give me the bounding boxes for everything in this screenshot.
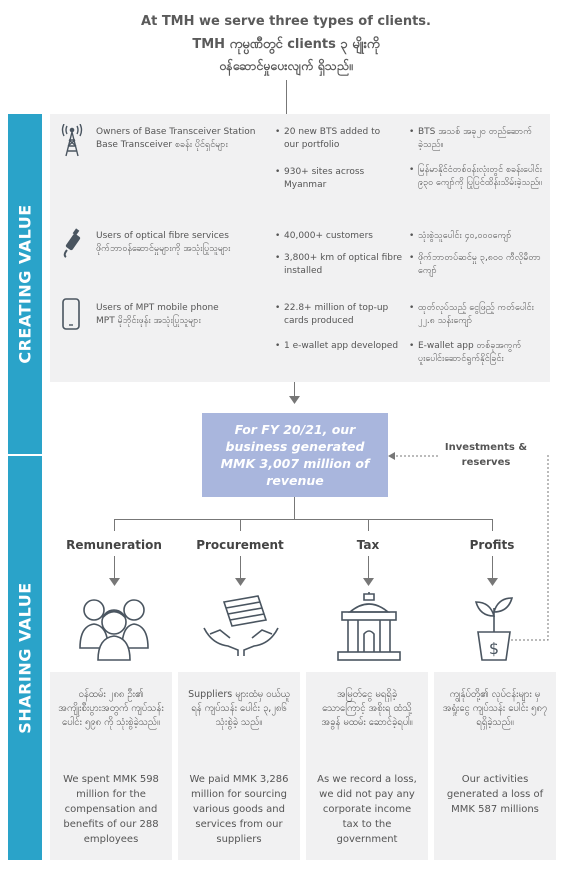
- money-plant-icon: [472, 592, 516, 666]
- arrow-stem-3: [368, 556, 369, 580]
- tax-text-en: As we record a loss, we did not pay any corporate income tax to the government: [317, 774, 417, 845]
- svg-text:$: $: [488, 639, 500, 658]
- branch-drop-3: [368, 519, 369, 531]
- client-1-label-mm: Base Transceiver စခန်း ပိုင်ရှင်များ: [96, 140, 228, 150]
- profits-text-mm: ကျွန်ုပ်တို့၏ လုပ်ငန်းများ မှ အရှုံးငွေ ကျပ်သန်း ပေါင်း ၅၈၇ ရရှိခဲ့သည်။: [442, 689, 548, 728]
- tower-icon: [60, 124, 84, 162]
- arrow-down-icon: [289, 396, 300, 404]
- client-1-fact-mm-1: • BTS အသစ် အခု၂၀ တည်ဆောက် ခဲ့သည်။: [418, 126, 538, 152]
- branch-drop-4: [492, 519, 493, 531]
- client-3-fact-2: • 1 e-wallet app developed: [284, 340, 404, 353]
- client-3-label-en: Users of MPT mobile phone: [96, 303, 219, 313]
- arrow-down-icon: [235, 578, 246, 586]
- client-2-fact-1: • 40,000+ customers: [284, 230, 404, 243]
- client-1-fact-2: • 930+ sites across Myanmar: [284, 166, 404, 192]
- client-2-fact-mm-1: • သုံးစွဲသူပေါင်း ၄၀,၀၀၀ကျော်: [418, 230, 544, 243]
- header-line-mm-1: TMH ကုမ္ပဏီတွင် clients ၃ မျိုးကို: [192, 37, 380, 52]
- government-building-icon: [336, 592, 402, 666]
- branch-drop-2: [240, 519, 241, 531]
- client-3-fact-1: • 22.8+ million of top-up cards produced: [284, 302, 400, 328]
- revenue-box: [202, 413, 388, 497]
- arrow-down-icon: [363, 578, 374, 586]
- branch-drop-1: [114, 519, 115, 531]
- remuneration-text-en: We spent MMK 598 million for the compensation and benefits of our 288 employees: [63, 774, 159, 845]
- revenue-text: For FY 20/21, our business generated MMK 3,007 million of revenue: [220, 422, 370, 488]
- client-2-fact-mm-2: • ဖိုက်ဘာတပ်ဆင်မှု ၃,၈၀၀ ကီလိုမီတာကျော်: [418, 252, 544, 278]
- creating-value-bar: [8, 114, 42, 454]
- tree-trunk: [294, 497, 295, 519]
- fibre-cable-icon: [60, 228, 86, 262]
- header-connector: [286, 80, 287, 114]
- arrow-stem-4: [492, 556, 493, 580]
- sharing-value-bar: [8, 456, 42, 860]
- client-2-label-mm: ဖိုက်ဘာဝန်ဆောင်မှုများကို အသုံးပြုသူများ: [96, 244, 231, 254]
- arrow-down-icon: [487, 578, 498, 586]
- creating-value-label: CREATING VALUE: [15, 204, 35, 364]
- category-tax: Tax: [356, 538, 380, 552]
- category-remuneration: Remuneration: [66, 538, 162, 552]
- arrow-stem-1: [114, 556, 115, 580]
- tax-text-mm: အမြတ်ငွေ မရရှိခဲ့ သောကြောင့် အစိုးရ ထံသို့ အခွန် မထမ်း ဆောင်ခဲ့ရပါ။: [321, 689, 413, 728]
- procurement-text-mm: Suppliers များထံမှ ဝယ်ယူရန် ကျပ်သန်း ပေါင်း ၃,၂၈၆ သုံးစွဲခဲ့ သည်။: [188, 689, 290, 728]
- client-3-fact-mm-1: • ထုတ်လုပ်သည့် ငွေဖြည့် ကတ်ပေါင်း ၂၂.၈ သန်းကျော်: [418, 302, 544, 328]
- category-profits: Profits: [469, 538, 515, 552]
- client-3-label-mm: MPT မိုဘိုင်းဖုန်း အသုံးပြုသူများ: [96, 316, 201, 326]
- profits-text-en: Our activities generated a loss of MMK 587 millions: [446, 774, 544, 815]
- client-1-fact-1: • 20 new BTS added to our portfolio: [284, 126, 396, 152]
- remuneration-text-mm: ဝန်ထမ်း ၂၈၈ ဦး၏ အကျိုးစီးပွားအတွက် ကျပ်သန်းပေါင်း ၅၉၈ ကို သုံးစွဲခဲ့သည်။: [58, 689, 164, 728]
- money-hands-icon: [202, 594, 280, 662]
- category-procurement: Procurement: [196, 538, 284, 552]
- mobile-phone-icon: [62, 298, 80, 334]
- tree-branch: [114, 519, 492, 520]
- client-3-fact-mm-2: • E-wallet app တစ်ခုအကွက် ပူးပေါင်းဆောင်ရွက်နိုင်ခြင်း: [418, 340, 544, 366]
- procurement-text-en: We paid MMK 3,286 million for sourcing various goods and services from our suppliers: [189, 774, 289, 845]
- client-1-label-en: Owners of Base Transceiver Station: [96, 127, 256, 137]
- client-2-fact-2: • 3,800+ km of optical fibre installed: [284, 252, 404, 278]
- sharing-value-label: SHARING VALUE: [15, 582, 35, 734]
- people-icon: [76, 592, 154, 666]
- client-2-label-en: Users of optical fibre services: [96, 231, 229, 241]
- arrow-down-icon: [109, 578, 120, 586]
- client-1-fact-mm-2: • မြန်မာနိုင်ငံတစ်ဝန်းလုံးတွင် စခန်းပေါင်း ၉၃၀ ကျော်ကို ပြုပြင်ထိန်းသိမ်းခဲ့သည်။: [418, 164, 544, 190]
- header-line-mm-2: ဝန်ဆောင်မှုပေးလျက် ရှိသည်။: [219, 58, 353, 73]
- arrow-stem-2: [240, 556, 241, 580]
- investments-label: Investments & reserves: [444, 442, 528, 468]
- header-line-en: At TMH we serve three types of clients.: [141, 14, 431, 29]
